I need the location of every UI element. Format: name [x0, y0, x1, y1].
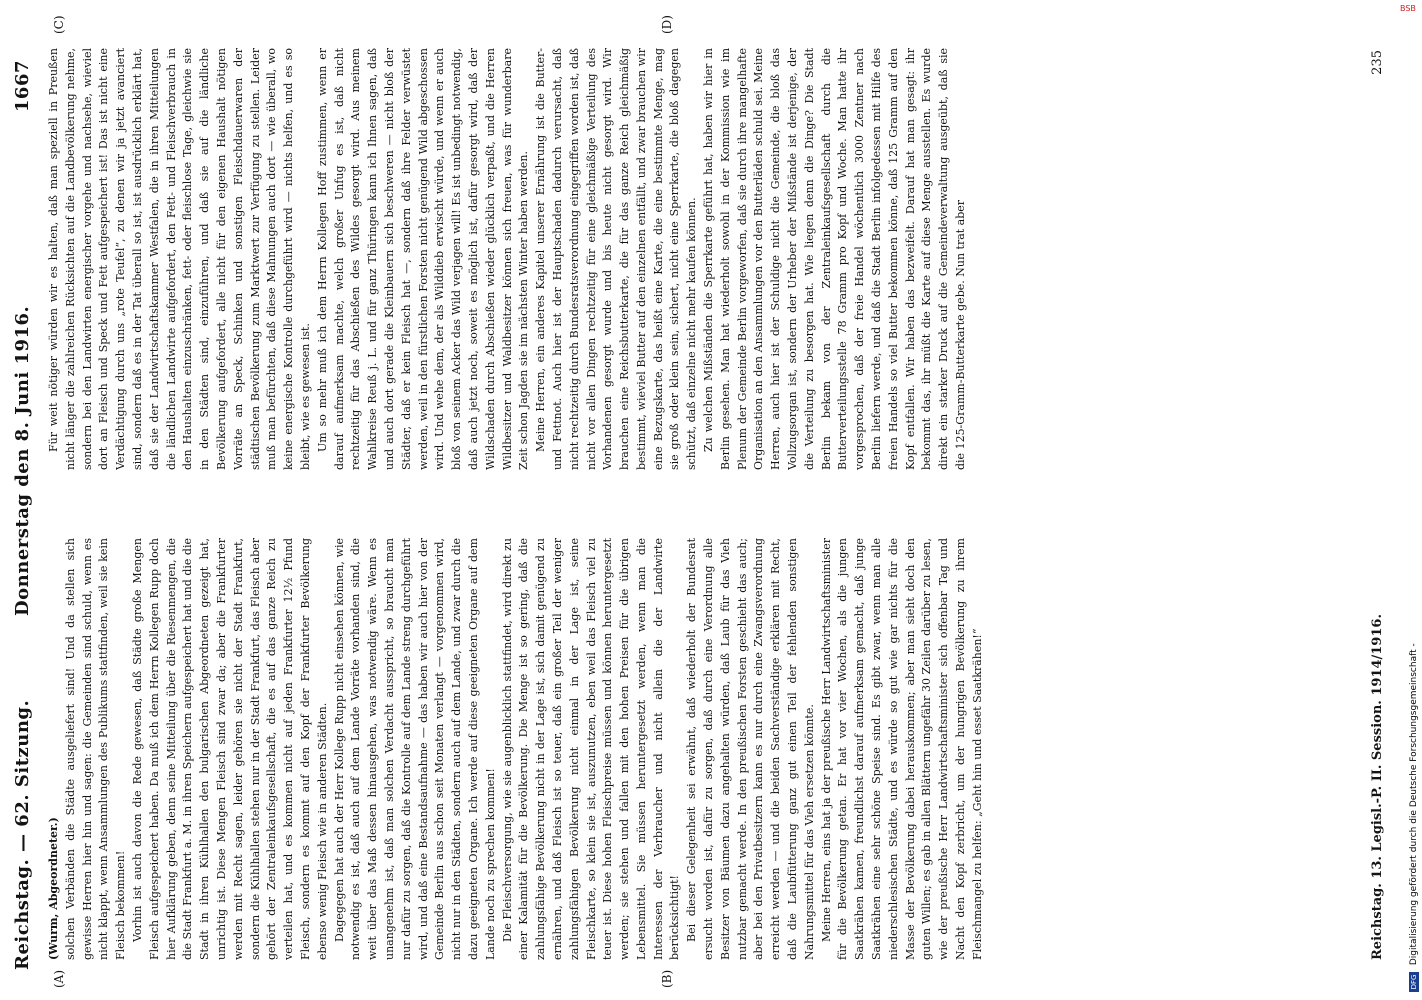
paragraph: solchen Verbänden die Städte ausgeliefert sind! Und da stellen sich gewisse Herren hier hin und sagen: die Gemeinden sind schuld, wenn es nicht klappt, wenn Ansammlungen des Publikums stattfinden, weil sie kein Fleisch bekommen!	[63, 538, 128, 960]
paragraph: Zu welchen Mißständen die Sperrkarte geführt hat, haben wir hier in Berlin gesehen. Man hat wiederholt sowohl in der Kommission wie im Plenum der Gemeinde Berlin vorgeworfen, daß sie durch ihre mangelhafte Organisation an den Ansammlungen vor den Butterläden schuld sei. Meine Herren, auch hier ist der Schuldige nicht die Gemeinde, die bloß das Vollzugsorgan ist, sondern der Urheber der Mißstände ist derjenige, der die Verteilung zu besorgen hat. Wie liegen denn die Dinge? Die Stadt Berlin bekam von der Zentraleinkaufsgesellschaft durch die Butterverteilungsstelle 78 Gramm pro Kopf und Woche. Man hatte ihr vorgesprochen, daß der freie Handel wöchentlich 3000 Zentner nach Berlin liefern werde, und daß die Stadt Berlin infolgedessen mit Hilfe des freien Handels so viel Butter bekommen könne, daß 125 Gramm auf den Kopf entfallen. Wir haben das bezweifelt. Darauf hat man gesagt: ihr bekommt das, ihr müßt die Karte auf diese Menge ausstellen. Es wurde direkt ein starker Druck auf die Gemeindeverwaltung ausgeübt, daß sie die 125-Gramm-Butterkarte gebe. Nun trat aber	[702, 48, 968, 470]
margin-mark-c: (C)	[52, 15, 66, 34]
paragraph: Meine Herren, ein anderes Kapitel unserer Ernährung ist die Butter- und Fettnot. Auch hier ist der Hauptschaden dadurch verursacht, daß nicht rechtzeitig durch Bundesratsverordnung eingegriffen worden ist, daß nicht vor allen Dingen rechtzeitig für eine gleichmäßige Verteilung des Vorhandenen gesorgt wurde und bis heute nicht gesorgt wird. Wir brauchen eine Reichsbutterkarte, die für das ganze Reich gleichmäßig bestimmt, wieviel Butter auf den einzelnen entfällt, und zwar brauchen wir eine Bezugskarte, das heißt eine Karte, die eine bestimmte Menge, mag sie groß oder klein sein, sichert, nicht eine Sperrkarte, die bloß dagegen schützt, daß einzelne nicht mehr kaufen können.	[534, 48, 699, 470]
paragraph: Um so mehr muß ich dem Herrn Kollegen Hoff zustimmen, wenn er darauf aufmerksam machte, welch großer Unfug es ist, daß nicht rechtzeitig für das Abschießen des Wildes gesorgt wird. Aus meinem Wahlkreise Reuß j. L. und für ganz Thüringen kann ich Ihnen sagen, daß und auch dort gerade die Kleinbauern sich beschweren — nicht bloß der Städter, daß er kein Fleisch hat —, sondern daß ihre Felder verwüstet werden, weil in den fürstlichen Forsten nicht genügend Wild abgeschossen wird. Und wehe dem, der als Wilddieb erwischt würde, und wenn er auch bloß von seinem Acker das Wild verjagen will! Es ist unbedingt notwendig, daß auch jetzt noch, soweit es möglich ist, dafür gesorgt wird, daß der Wildschaden durch Abschießen wieder glücklich verpaßt, und die Herren Wildbesitzer und Waldbesitzer können sich freuen, was für wunderbare Zeit schon Jagden sie im nächsten Winter haben werden.	[315, 48, 531, 470]
digitization-text: Digitalisierung gefördert durch die Deutsche Forschungsgemeinschaft -	[1409, 643, 1419, 966]
header-page-number: 1667	[12, 60, 33, 113]
dfg-logo: DFG	[1409, 972, 1419, 992]
paragraph: Dagegegen hat auch der Herr Kollege Rupp nicht einsehen können, wie notwendig es ist, daß auch auf dem Lande Vorräte vorhanden sind, die weit über das Maß dessen hinausgehen, was notwendig wäre. Wenn es unangenehm ist, daß man solchen Verdacht ausspricht, so braucht man nur dafür zu sorgen, daß die Kontrolle auf dem Lande streng durchgeführt wird, und daß eine Bestandsaufnahme — das haben wir auch hier von der Gemeinde Berlin aus schon seit Monaten verlangt — vorgenommen wird, nicht nur in den Städten, sondern auch auf dem Lande, und zwar durch die dazu geeigneten Organe. Ich werde auf diese geeigneten Organe auf dem Lande noch zu sprechen kommen!	[332, 538, 497, 960]
page-header	[8, 60, 38, 970]
margin-mark-b: (B)	[660, 969, 674, 988]
left-text-column	[46, 538, 1346, 960]
library-mark: BSB	[1400, 4, 1416, 13]
page-footer	[1370, 50, 1394, 960]
paragraph: Vorhin ist auch davon die Rede gewesen, daß Städte große Mengen Fleisch aufgespeichert haben. Da muß ich dem Herrn Kollegen Rupp doch hier Aufklärung geben, denn seine Mitteilung über die Riesenmengen, die die Stadt Frankfurt a. M. in ihren Speichern aufgespeichert hat und die die Stadt in ihren Kühlhallen den bulgarischen Abgeordneten gezeigt hat, unrichtig ist. Diese Mengen Fleisch sind zwar da; aber die Frankfurter werden mit Recht sagen, leider gehören sie nicht der Stadt Frankfurt, sondern die Kühlhallen stehen nur in der Stadt Frankfurt, das Fleisch aber gehört der Zentraleinkaufsgesellschaft, die es auf das ganze Reich zu verteilen hat, und es kommen nicht auf jeden Frankfurter 12½ Pfund Fleisch, sondern es kommt auf den Kopf der Frankfurter Bevölkerung ebenso wenig Fleisch wie in anderen Städten.	[130, 538, 329, 960]
paragraph: Für weit nötiger würden wir es halten, daß man speziell in Preußen nicht länger die zahlreichen Rücksichten auf die Landbevölkerung nehme, sondern bei den Landwirten energischer vorgehe und nachsehe, wieviel dort an Fleisch und Speck und Fett aufgespeichert ist! Das ist nicht eine Verdächtigung durch uns „rote Teufel“, zu denen wir ja jetzt avanciert sind, sondern daß es in der Tat überall so ist, ist ausdrücklich erklärt hat, daß sie der Landwirtschaftskammer Westfalen, die in ihren Mitteilungen die ländlichen Landwirte aufgefordert, den Fett- und Fleischverbrauch in den Haushalten einzuschränken, fett- oder fleischlose Tage, gleichwie sie in den Städten sind, einzuführen, und daß sie auf die ländliche Bevölkerung aufgefordert, alle nicht für den eigenen Haushalt nötigen Vorräte an Speck, Schinken und sonstigen Fleischdauerwaren der städtischen Bevölkerung zum Marktwert zur Verfügung zu stellen. Leider muß man befürchten, daß diese Mahnungen auch dort — wie überall, wo keine energische Kontrolle durchgeführt wird — nichts helfen, und es so bleibt, wie es gewesen ist.	[47, 48, 312, 470]
paragraph: Bei dieser Gelegenheit sei erwähnt, daß wiederholt der Bundesrat ersucht worden ist, dafür zu sorgen, daß durch eine Verordnung alle Besitzer von Bäumen dazu angehalten würden, daß Laub für das Vieh nutzbar gemacht werde. In den preußischen Forsten geschieht das auch; aber bei den Privatbesitzern kann es nur durch eine Zwangsverordnung erreicht werden — und die beiden Sachverständige erklären mit Recht, daß die Laubfütterung ganz gut einen Teil der fehlenden sonstigen Nahrungsmittel für das Vieh ersetzen könnte.	[685, 538, 816, 960]
footer-legislature: Reichstag. 13. Legisl.-P. II. Session. 1914/1916.	[1370, 614, 1385, 960]
speaker-label: (Wurm, Abgeordneter.)	[47, 817, 60, 960]
header-date	[12, 60, 33, 616]
margin-mark-d: (D)	[660, 15, 674, 34]
digitization-credit	[1406, 0, 1422, 1000]
digitization-sidebar	[1406, 0, 1422, 1000]
footer-sheet-number: 235	[1370, 50, 1385, 75]
margin-mark-a: (A)	[52, 969, 66, 988]
right-text-column	[46, 48, 1346, 470]
header-session-title: Reichstag. — 62. Sitzung.	[12, 699, 33, 970]
header-date-text: Donnerstag den 8. Juni 1916.	[12, 305, 33, 616]
paragraph: Die Fleischversorgung, wie sie augenblicklich stattfindet, wird direkt zu einer Kalamität für die Bevölkerung. Die Menge ist so gering, daß die zahlungsfähige Bevölkerung nicht in der Lage ist, sich damit genügend zu ernähren, und daß Fleisch ist so teuer, daß ein großer Teil der weniger zahlungsfähigen Bevölkerung nicht einmal in der Lage ist, seine Fleischkarte, so klein sie ist, auszunutzen, eben weil das Fleisch viel zu teuer ist. Diese hohen Fleischpreise müssen und können heruntergesetzt werden; sie stehen und fallen mit den hohen Preisen für die übrigen Lebensmittel. Sie müssen heruntergesetzt werden, wenn man die Interessen der Verbraucher und nicht allein die der Landwirte berücksichtigt!	[500, 538, 682, 960]
paragraph: Meine Herren, eins hat ja der preußische Herr Landwirtschaftsminister für die Bevölkerung getan. Er hat vor vier Wochen, als die jungen Saatkrähen kamen, freundlichst darauf aufmerksam gemacht, daß junge Saatkrähen eine sehr schöne Speise sind. Es gibt zwar, wenn man alle niederschlesischen Städte, und es würde so gut wie gar nichts für die Masse der Bevölkerung dabei herauskommen; aber man sieht doch den guten Willen; es gab in allen Blättern ungefähr 30 Zeilen darüber zu lesen, wie der preußische Herr Landwirtschaftsminister sich offenbar Tag und Nacht den Kopf zerbricht, um der hungrigen Bevölkerung zu ihrem Fleischmangel zu helfen: „Geht hin und esset Saatkrähen!“	[819, 538, 984, 960]
